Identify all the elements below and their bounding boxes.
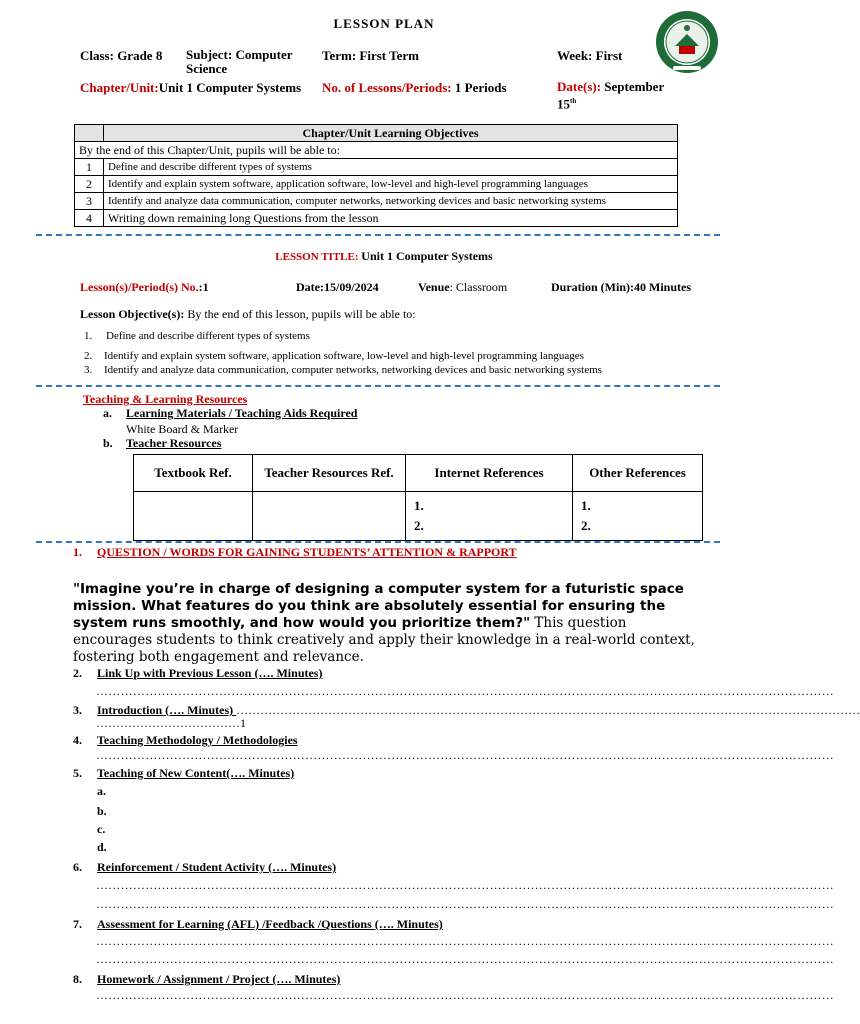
objective-intro: By the end of this lesson, pupils will be able to: [187,307,416,321]
chapter-unit [80,80,301,96]
list-item: 1. Define and describe different types of systems [84,330,310,342]
resources-heading: Teaching & Learning Resources [83,392,248,406]
fill-line: ……………………………………………………………………………………………………………………………………………………………… [96,988,834,1002]
other-references-cell: 1. 2. [573,492,703,541]
section-new-content: 5. Teaching of New Content(…. Minutes) [73,766,295,780]
lessons-key: No. of Lessons/Periods: [322,80,452,95]
lessons-count [322,80,507,96]
lessons-value: 1 Periods [454,80,507,95]
lesson-date: Date:15/09/2024 [296,280,379,294]
materials-title: Learning Materials / Teaching Aids Required [126,406,358,420]
fill-line: ………………………………1 [96,716,246,730]
fill-line: ……………………………………………………………………………………………………………………………………………………………… [96,748,834,762]
lesson-title [0,249,768,264]
fill-line: ……………………………………………………………………………………………………………………………………………………………… [96,878,834,892]
teacher-resources-cell [253,492,406,541]
objectives-intro: By the end of this Chapter/Unit, pupils will be able to: [75,142,678,159]
chapter-key: Chapter/Unit: [80,80,159,95]
table-header-row [75,125,678,142]
table-header-row [134,455,703,492]
internet-references-cell: 1. 2. [406,492,573,541]
attention-heading: QUESTION / WORDS FOR GAINING STUDENTS’ ATTENTION & RAPPORT [97,545,517,559]
venue-value: : Classroom [449,280,508,294]
list-item: b. [97,804,107,818]
lesson-objective [80,307,416,322]
attention-question-bold: "Imagine you’re in charge of designing a computer system for a futuristic space mission. What features do you think are absolutely essential for ensuring the system runs smoothly, and how would you prioritize them?" [73,581,684,631]
term-label: Term: First Term [322,48,419,63]
resources-a: a. Learning Materials / Teaching Aids Required [103,406,358,420]
header-internet-references: Internet References [406,455,573,492]
header-textbook-ref: Textbook Ref. [134,455,253,492]
section-homework: 8. Homework / Assignment / Project (…. Minutes) [73,972,341,986]
lesson-title-key: LESSON TITLE: [275,251,359,263]
list-item: 2. Identify and explain system software, application software, low-level and high-level programming languages [84,350,584,362]
fill-line: ……………………………………………………………………………………………………………………………………………………………… [96,897,834,911]
resources-b: b. Teacher Resources [103,436,222,450]
list-item: d. [97,840,107,854]
section-divider [36,234,720,236]
teacher-resources-title: Teacher Resources [126,436,222,450]
period-value: :1 [198,280,209,294]
list-item: a. [97,784,106,798]
table-row: 1 Define and describe different types of systems [75,159,678,176]
lesson-duration: Duration (Min):40 Minutes [551,280,691,294]
section-divider [36,385,720,387]
objective-key: Lesson Objective(s): [80,307,185,321]
section-link-up: 2. Link Up with Previous Lesson (…. Minutes) [73,666,323,680]
class-label: Class: Grade 8 [80,48,163,63]
dates [557,80,677,111]
list-item: 3. Identify and analyze data communication, computer networks, networking devices and basic networking systems [84,364,602,376]
section-attention: 1. QUESTION / WORDS FOR GAINING STUDENTS’ ATTENTION & RAPPORT [73,545,517,559]
textbook-ref-cell [134,492,253,541]
lesson-title-value: Unit 1 Computer Systems [361,249,493,263]
week-label: Week: First [557,48,623,63]
fill-line: ……………………………………………………………………………………………………………………………………………………………… [96,952,834,966]
chapter-objectives-table [74,124,678,227]
table-row [134,492,703,541]
table-row: 4 Writing down remaining long Questions from the lesson [75,210,678,227]
section-reinforcement: 6. Reinforcement / Student Activity (…. Minutes) [73,860,337,874]
section-methodology: 4. Teaching Methodology / Methodologies [73,733,298,747]
section-introduction: 3. Introduction (…. Minutes) ………………………………………………………………………………………………………………………………………… [73,703,860,717]
table-row: 3 Identify and analyze data communication, computer networks, networking devices and basic networking systems [75,193,678,210]
fill-line: ……………………………………………………………………………………………………………………………………………………………… [96,684,834,698]
header-teacher-resources-ref: Teacher Resources Ref. [253,455,406,492]
attention-question [73,581,703,666]
attention-question-rest: This question encourages students to think creatively and apply their knowledge in a real-world context, fostering both engagement and relevance. [73,615,695,665]
objectives-heading: Chapter/Unit Learning Objectives [104,125,678,142]
lesson-period [80,280,209,295]
lesson-venue [418,280,507,295]
teacher-resources-table [133,454,703,541]
dates-suffix: th [570,97,577,105]
subject-label: Subject: Computer Science [186,47,293,76]
section-divider [36,541,720,543]
fill-line: ……………………………………………………………………………………………………………………………………………………………… [96,934,834,948]
list-item: c. [97,822,106,836]
table-row: 2 Identify and explain system software, application software, low-level and high-level programming languages [75,176,678,193]
section-assessment: 7. Assessment for Learning (AFL) /Feedback /Questions (…. Minutes) [73,917,443,931]
page-title: LESSON PLAN [333,16,435,31]
dates-value: September 15 [557,79,664,112]
dates-key: Date(s): [557,79,602,94]
period-key: Lesson(s)/Period(s) No. [80,280,199,294]
venue-key: Venue [418,280,450,294]
materials-value: White Board & Marker [126,422,239,436]
header-other-references: Other References [573,455,703,492]
table-row [75,142,678,159]
chapter-value: Unit 1 Computer Systems [158,80,302,95]
